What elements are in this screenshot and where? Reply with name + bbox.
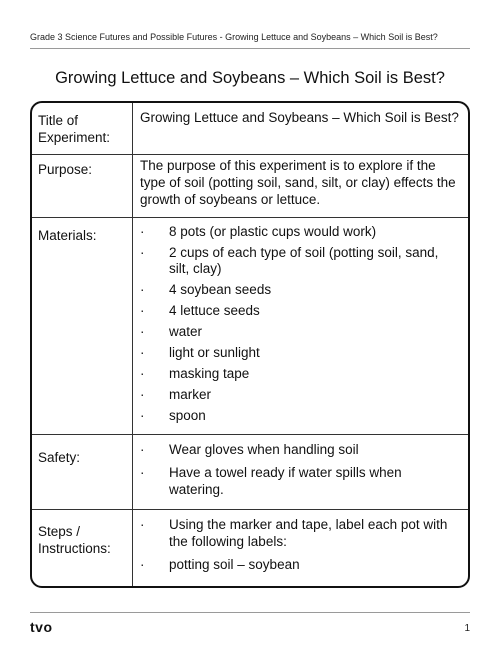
row-label-purpose: Purpose: [32,155,133,217]
list-item: · Wear gloves when handling soil [140,442,359,457]
tvo-logo: tvo [30,619,53,635]
row-label-steps: Steps / Instructions: [32,510,133,588]
row-value-materials [133,218,468,434]
row-value-purpose: The purpose of this experiment is to explore if the type of soil (potting soil, sand, silt, or clay) effects the growth of soybeans or lettuce. [140,158,456,207]
list-item: · Using the marker and tape, label each pot with the following labels: [140,517,448,549]
row-value-steps [133,510,468,588]
experiment-table [30,101,470,588]
table-row-materials [32,217,468,434]
list-item: · water [140,324,203,339]
safety-list [140,441,460,498]
list-item: · 4 soybean seeds [140,282,272,297]
footer-divider [30,612,470,613]
running-header: Grade 3 Science Futures and Possible Futures - Growing Lettuce and Soybeans – Which Soil is Best? [30,32,438,42]
row-value-title: Growing Lettuce and Soybeans – Which Soil is Best? [140,110,459,125]
steps-list [140,516,460,573]
list-item: · Have a towel ready if water spills when watering. [140,465,402,497]
row-label-materials: Materials: [32,218,133,434]
header-divider [30,48,470,49]
table-row-title [32,103,468,154]
list-item: · 8 pots (or plastic cups would work) [140,224,377,239]
list-item: · potting soil – soybean [140,557,300,572]
list-item: · masking tape [140,366,250,381]
materials-list [140,224,460,424]
list-item: · marker [140,387,212,402]
row-label-title: Title of Experiment: [32,103,133,154]
list-item: · light or sunlight [140,345,260,360]
row-value-safety [133,435,468,509]
page-title: Growing Lettuce and Soybeans – Which Soil is Best? [55,69,445,87]
row-label-safety: Safety: [32,435,133,509]
list-item: · spoon [140,408,206,423]
table-row-safety [32,434,468,509]
list-item: · 2 cups of each type of soil (potting soil, sand, silt, clay) [140,245,439,276]
table-row-purpose [32,154,468,217]
page-number: 1 [464,623,470,634]
list-item: · 4 lettuce seeds [140,303,260,318]
table-row-steps [32,509,468,588]
